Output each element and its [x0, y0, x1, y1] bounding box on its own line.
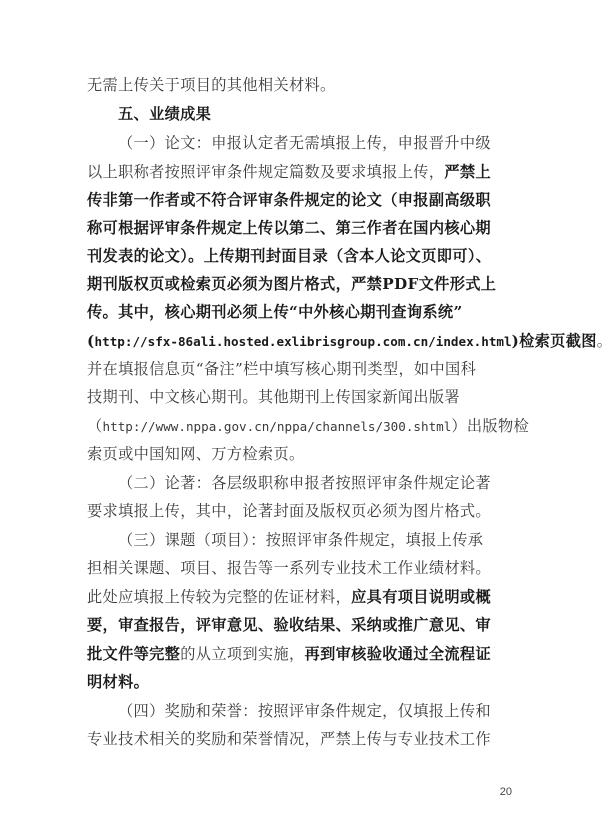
nppa-url: http://www.nppa.gov.cn/nppa/channels/300.shtml: [102, 419, 452, 434]
bold-text-line: 称可根据评审条件规定上传以第二、第三作者在国内核心期: [87, 219, 491, 237]
text-line: (http://sfx-86ali.hosted.exlibrisgroup.com.cn/index.html)检索页截图。: [87, 332, 612, 350]
text-line: 并在填报信息页“备注”栏中填写核心期刊类型，如中国科: [87, 360, 477, 378]
bold-text: 严禁上: [444, 163, 491, 181]
bold-text-line: 明材料。: [87, 673, 150, 691]
text-line: 批文件等完整的从立项到实施，再到审核验收通过全流程证: [87, 645, 491, 663]
text-line: （二）论著：各层级职称申报者按照评审条件规定论著: [118, 474, 491, 492]
text-line: 此处应填报上传较为完整的佐证材料，应具有项目说明或概: [87, 588, 491, 606]
text-line: 以上职称者按照评审条件规定篇数及要求填报上传，严禁上: [87, 163, 491, 181]
bold-text-line: 期刊版权页或检索页必须为图片格式，严禁PDF文件形式上: [87, 275, 497, 293]
text-line: 专业技术相关的奖励和荣誉情况，严禁上传与专业技术工作: [87, 730, 491, 748]
page-number: 20: [499, 786, 512, 798]
bold-text-line: 刊发表的论文）。上传期刊封面目录（含本人论文页即可）、: [87, 247, 492, 265]
text-line: （http://www.nppa.gov.cn/nppa/channels/300.shtml）出版物检: [87, 417, 530, 435]
section-heading: 五、业绩成果: [118, 105, 212, 123]
bold-text: 应具有项目说明或概: [351, 588, 491, 606]
text-line: 无需上传关于项目的其他相关材料。: [87, 76, 336, 94]
text-line: 索页或中国知网、万方检索页。: [87, 445, 305, 463]
text-line: 担相关课题、项目、报告等一系列专业技术工作业绩材料。: [87, 559, 491, 577]
text-line: 技期刊、中文核心期刊。其他期刊上传国家新闻出版署: [87, 388, 460, 406]
text-line: 要求填报上传，其中，论著封面及版权页必须为图片格式。: [87, 502, 491, 520]
text-line: （四）奖励和荣誉：按照评审条件规定，仅填报上传和: [118, 702, 491, 720]
bold-text-line: 要，审查报告，评审意见、验收结果、采纳或推广意见、审: [87, 616, 491, 634]
bold-text-line: 传非第一作者或不符合评审条件规定的论文（申报副高级职: [87, 191, 491, 209]
bold-text-line: 传。其中，核心期刊必须上传“中外核心期刊查询系统”: [87, 303, 463, 321]
text-line: （三）课题（项目）：按照评审条件规定，填报上传承: [118, 531, 484, 549]
core-journal-url: http://sfx-86ali.hosted.exlibrisgroup.com.cn/index.html: [94, 334, 512, 349]
text-line: （一）论文：申报认定者无需填报上传，申报晋升中级: [118, 134, 491, 152]
